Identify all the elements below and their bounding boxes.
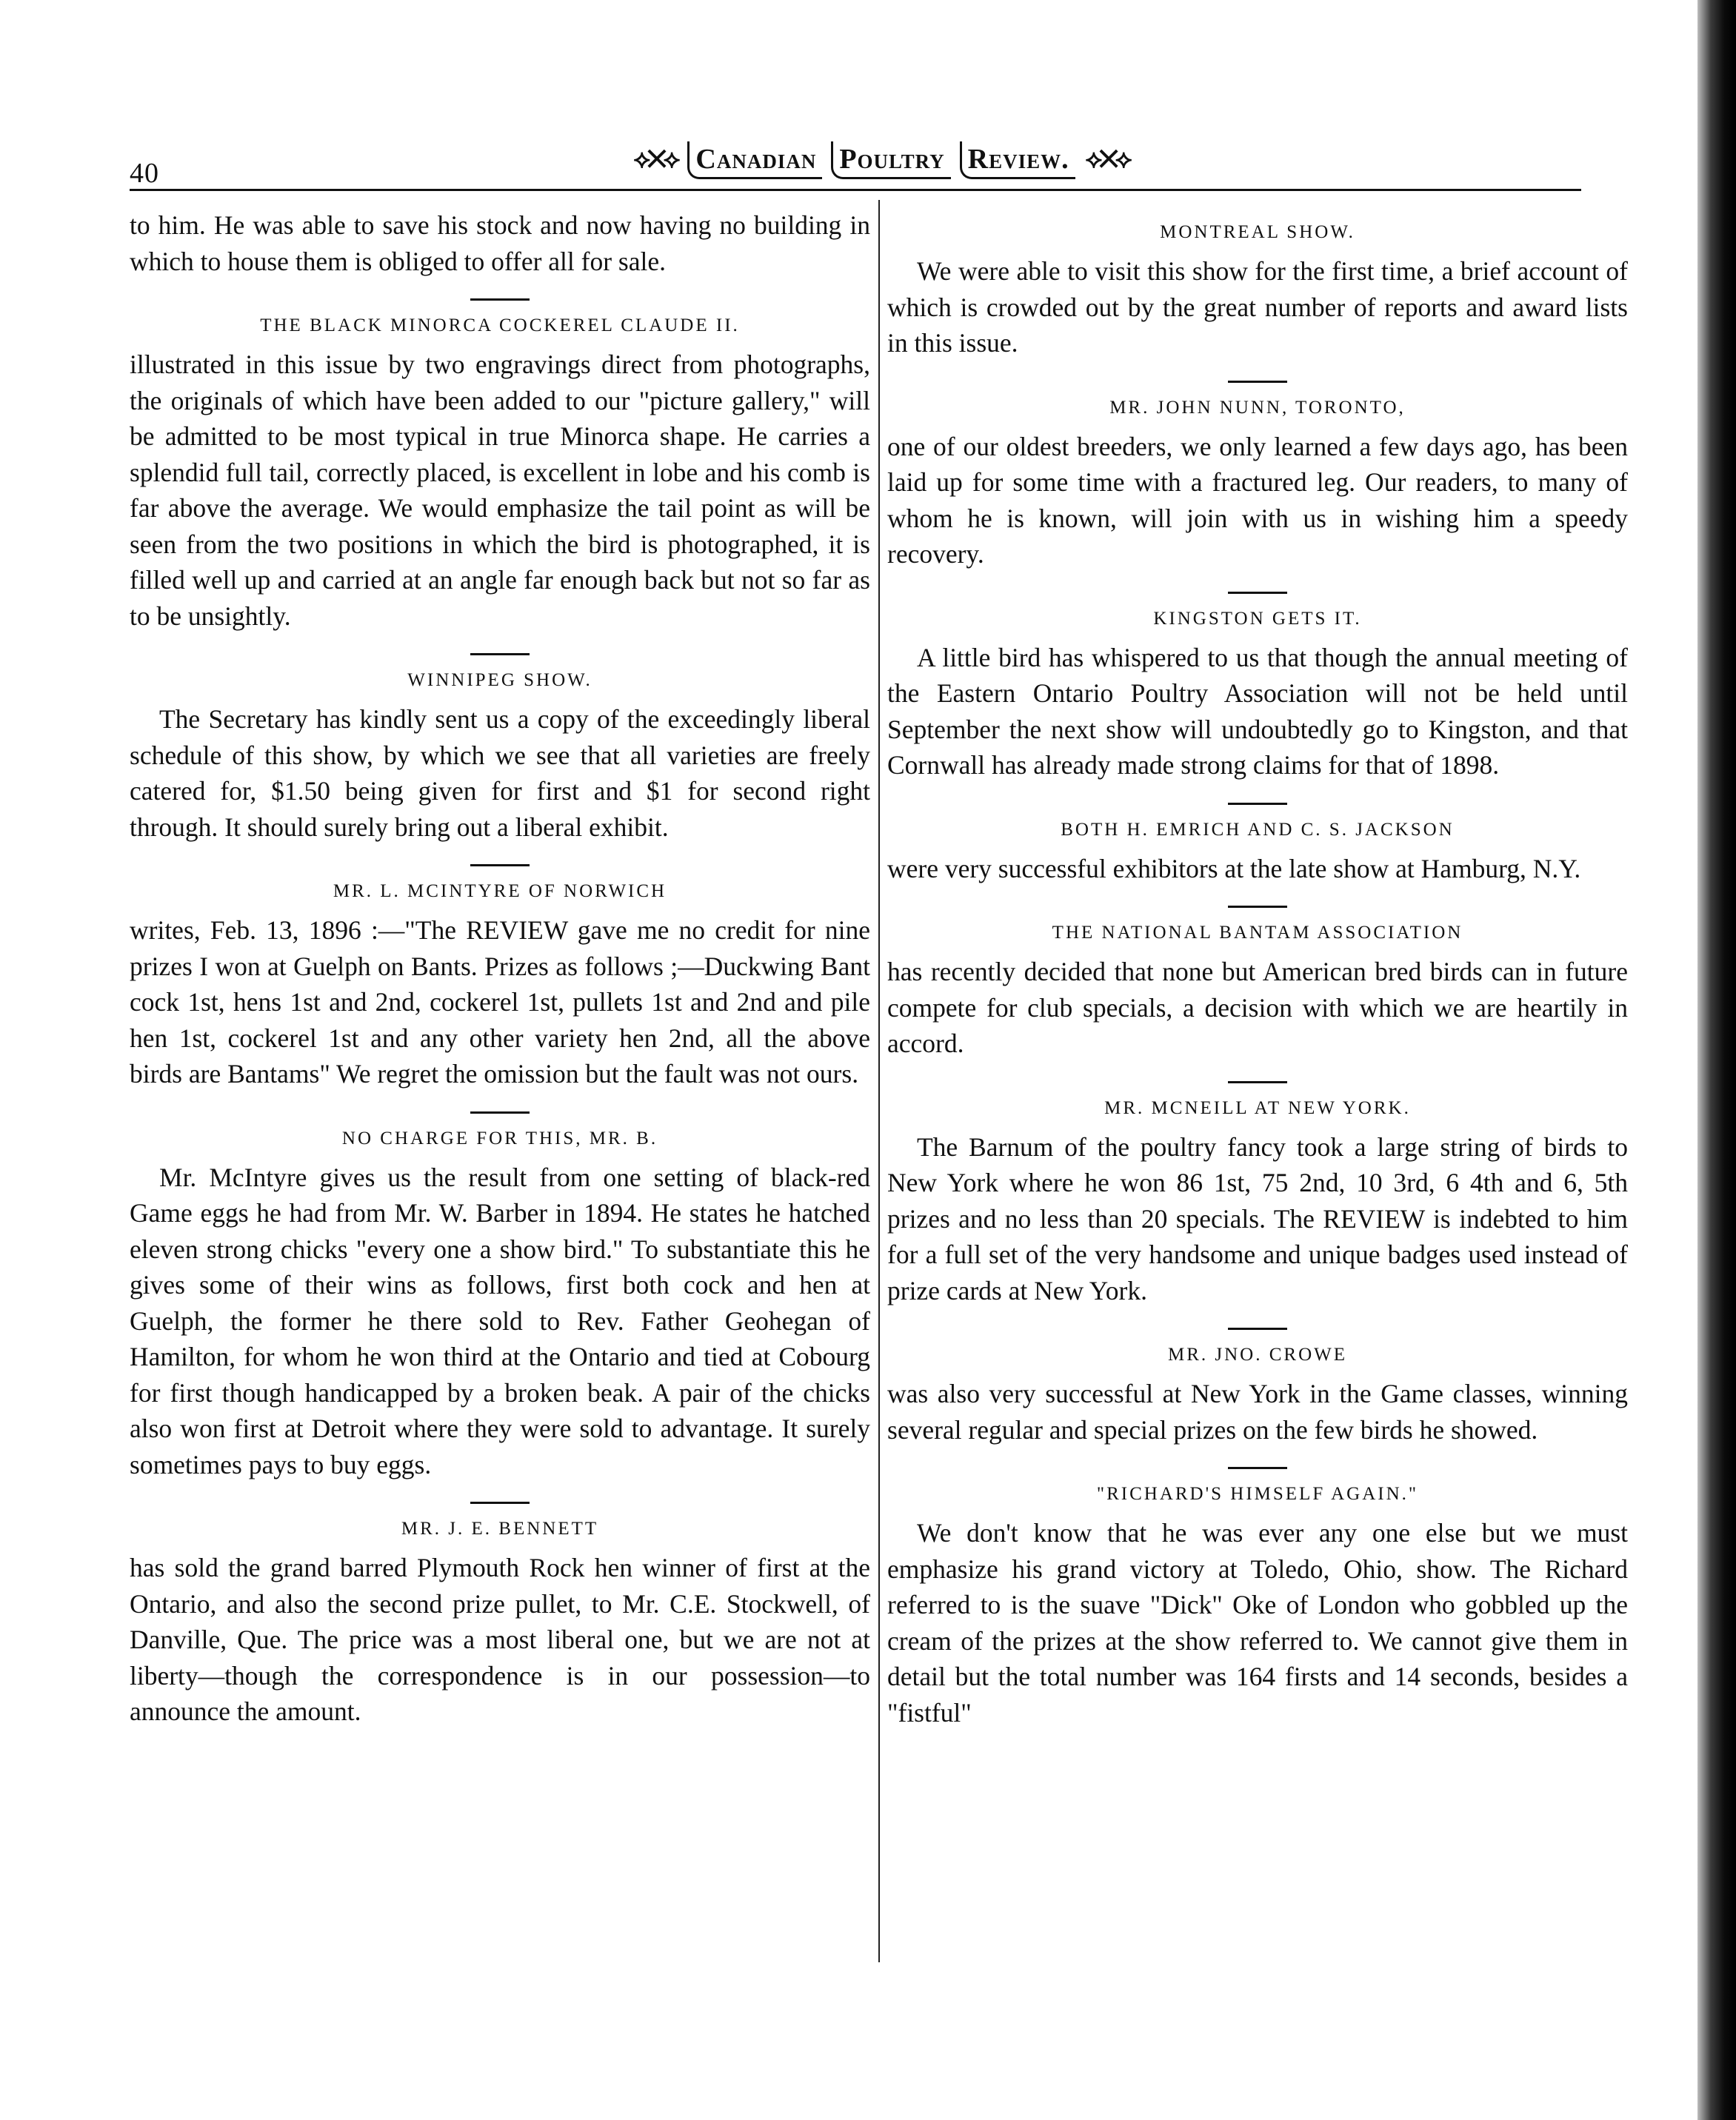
- section-heading: MR. MCNEILL AT NEW YORK.: [1104, 1097, 1411, 1118]
- paragraph: Mr. McIntyre gives us the result from one setting of black-red Game eggs he had from Mr. W. Barber in 1894. He states he hatched eleven strong chicks "every one a show bird." To substantiate this he gives some of their wins as follows, first both cock and hen at Guelph, the former he there sold to Rev. Father Geohegan of Hamilton, for whom he won third at the Ontario and tied at Cobourg for first though handicapped by a broken beak. A pair of the chicks also won first at Detroit where they were sold to advantage. It surely sometimes pays to buy eggs.: [130, 1162, 870, 1479]
- section-separator: [470, 864, 530, 866]
- header-rule: [130, 189, 1581, 191]
- masthead-word-poultry: Poultry: [831, 141, 950, 179]
- section-separator: [470, 298, 530, 301]
- section-separator: [1228, 1081, 1287, 1083]
- section-separator: [470, 653, 530, 655]
- paragraph: has recently decided that none but American bred birds can in future compete for club specials, a decision with which we are heartily in accord.: [887, 957, 1628, 1058]
- paragraph: The Barnum of the poultry fancy took a large string of birds to New York where he won 86 1st, 75 2nd, 10 3rd, 6 4th and 6, 5th prizes and no less than 20 specials. The REVIEW is indebted to him for a full set of the very handsome and unique badges used instead of prize cards at New York.: [887, 1131, 1628, 1305]
- section-heading: MR. JOHN NUNN, TORONTO,: [1109, 397, 1406, 418]
- section-separator: [1228, 381, 1287, 383]
- paragraph: We were able to visit this show for the first time, a brief account of which is crowded out by the great number of reports and award lists in this issue.: [887, 256, 1628, 358]
- section-heading: WINNIPEG SHOW.: [407, 670, 592, 690]
- section-separator: [1228, 1467, 1287, 1469]
- column-divider: [878, 200, 880, 1962]
- section-heading: MR. L. MCINTYRE OF NORWICH: [333, 881, 667, 901]
- ornament-left-icon: ⟡✕⟡: [633, 146, 678, 173]
- section-separator: [470, 1111, 530, 1114]
- left-column: [130, 207, 870, 1730]
- paragraph: to him. He was able to save his stock and now having no building in which to house them is obliged to offer all for sale.: [130, 210, 870, 276]
- section-heading: MR. JNO. CROWE: [1167, 1345, 1347, 1365]
- paragraph: We don't know that he was ever any one else but we must emphasize his grand victory at Toledo, Ohio, show. The Richard referred to is the suave "Dick" Oke of London who gobbled up the cream of the prizes at the show referred to. We cannot give them in detail but the total number was 164 firsts and 14 seconds, besides a "fistful": [887, 1518, 1628, 1728]
- paragraph: A little bird has whispered to us that though the annual meeting of the Eastern Ontario Poultry Association will not be held until September the next show will undoubtedly go to Kingston, and that Cornwall has already made strong claims for that of 1898.: [887, 642, 1628, 780]
- section-separator: [1228, 803, 1287, 805]
- section-heading: BOTH H. EMRICH AND C. S. JACKSON: [1061, 819, 1455, 840]
- masthead-word-canadian: Canadian: [687, 141, 822, 179]
- section-heading: MR. J. E. BENNETT: [401, 1519, 599, 1539]
- paragraph: has sold the grand barred Plymouth Rock hen winner of first at the Ontario, and also the second prize pullet, to Mr. C.E. Stockwell, of Danville, Que. The price was a most liberal one, but we are not at liberty—though the correspondence is in our possession—to announce the amount.: [130, 1553, 870, 1726]
- section-heading: THE NATIONAL BANTAM ASSOCIATION: [1052, 923, 1463, 943]
- section-heading: "RICHARD'S HIMSELF AGAIN.": [1096, 1484, 1419, 1504]
- section-separator: [1228, 906, 1287, 908]
- section-separator: [470, 1502, 530, 1504]
- section-separator: [1228, 1328, 1287, 1330]
- masthead: [607, 136, 1155, 184]
- section-heading: KINGSTON GETS IT.: [1153, 608, 1362, 629]
- paragraph: The Secretary has kindly sent us a copy of the exceedingly liberal schedule of this show, by which we see that all varieties are freely catered for, $1.50 being given for first and $1 for second right through. It should surely bring out a liberal exhibit.: [130, 704, 870, 842]
- paragraph: one of our oldest breeders, we only learned a few days ago, has been laid up for some time with a fractured leg. Our readers, to many of whom he is known, will join with us in wishing him a speedy recovery.: [887, 431, 1628, 569]
- page-number: 40: [130, 158, 159, 189]
- paragraph: was also very successful at New York in the Game classes, winning several regular and special prizes on the few birds he showed.: [887, 1379, 1628, 1445]
- right-column: [887, 207, 1628, 1731]
- section-heading: MONTREAL SHOW.: [1160, 222, 1355, 242]
- paragraph: illustrated in this issue by two engravings direct from photographs, the originals of which have been added to our "picture gallery," will be admitted to be most typical in true Minorca shape. He carries a splendid full tail, correctly placed, is excellent in lobe and his comb is far above the average. We would emphasize the tail point as will be seen from the two positions in which the bird is photographed, it is filled well up and carried at an angle far enough back but not so far as to be unsightly.: [130, 350, 870, 631]
- section-heading: THE BLACK MINORCA COCKEREL CLAUDE II.: [260, 315, 740, 335]
- scan-edge-shadow: [1697, 0, 1736, 2120]
- section-separator: [1228, 592, 1287, 594]
- paragraph: writes, Feb. 13, 1896 :—"The REVIEW gave me no credit for nine prizes I won at Guelph on Bants. Prizes as follows ;—Duckwing Bant cock 1st, hens 1st and 2nd, cockerel 1st, pullets 1st and 2nd and pile hen 1st, cockerel 1st and any other variety hen 2nd, all the above birds are Bantams" We regret the omission but the fault was not ours.: [130, 915, 870, 1089]
- section-heading: NO CHARGE FOR THIS, MR. B.: [341, 1128, 658, 1148]
- ornament-right-icon: ⟡✕⟡: [1085, 146, 1129, 173]
- masthead-word-review: Review.: [960, 141, 1075, 179]
- paragraph: were very successful exhibitors at the late show at Hamburg, N.Y.: [887, 853, 1581, 883]
